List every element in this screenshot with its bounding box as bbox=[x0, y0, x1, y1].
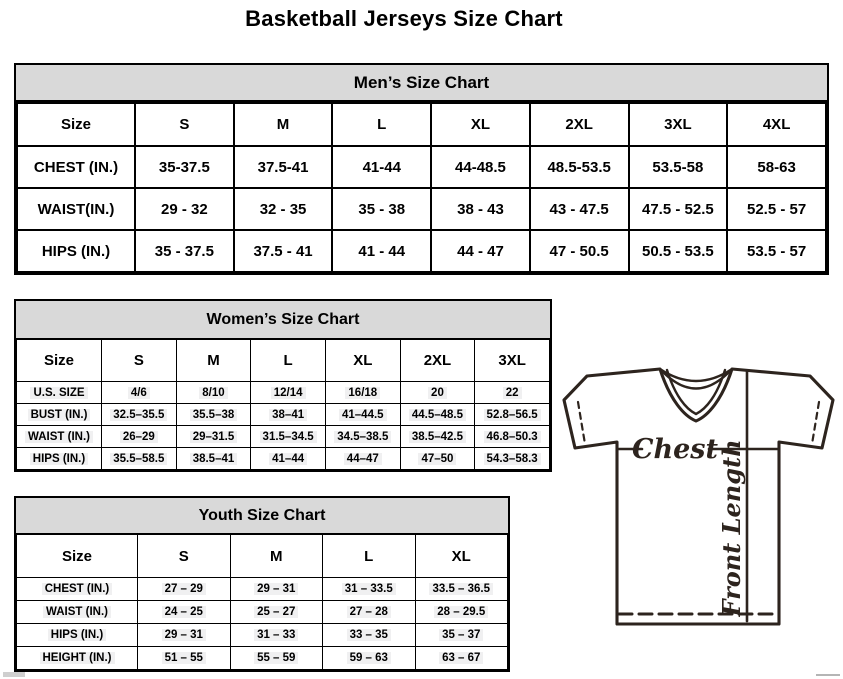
size-value-cell: 29 - 32 bbox=[135, 188, 234, 230]
size-value-cell: 8/10 bbox=[176, 382, 251, 404]
page-title: Basketball Jerseys Size Chart bbox=[245, 6, 563, 31]
size-value-cell: 33.5 – 36.5 bbox=[415, 578, 508, 601]
size-column-label: Size bbox=[17, 340, 102, 382]
size-header-row bbox=[17, 535, 508, 578]
size-value-cell: 47 - 50.5 bbox=[530, 230, 629, 272]
size-value-cell: 52.8–56.5 bbox=[475, 404, 550, 426]
size-value-cell: 53.5-58 bbox=[629, 146, 728, 188]
size-value-cell: 63 – 67 bbox=[415, 647, 508, 670]
measurement-row bbox=[17, 601, 508, 624]
size-value-cell: 44 - 47 bbox=[431, 230, 530, 272]
size-value-cell: 4/6 bbox=[102, 382, 177, 404]
size-value-cell: 25 – 27 bbox=[230, 601, 323, 624]
size-header-cell: L bbox=[251, 340, 326, 382]
size-header-cell: XL bbox=[415, 535, 508, 578]
size-value-cell: 37.5 - 41 bbox=[234, 230, 333, 272]
size-value-cell: 44-48.5 bbox=[431, 146, 530, 188]
size-value-cell: 54.3–58.3 bbox=[475, 448, 550, 470]
size-value-cell: 59 – 63 bbox=[323, 647, 416, 670]
measurement-row bbox=[17, 404, 550, 426]
mens-size-table bbox=[16, 102, 827, 273]
row-label: WAIST (IN.) bbox=[17, 426, 102, 448]
size-value-cell: 38.5–42.5 bbox=[400, 426, 475, 448]
front-length-label: Front Length bbox=[717, 439, 746, 617]
size-value-cell: 29 – 31 bbox=[230, 578, 323, 601]
womens-size-table bbox=[16, 339, 550, 470]
size-column-label: Size bbox=[17, 103, 135, 146]
jersey-measurement-diagram bbox=[557, 356, 840, 628]
row-label: BUST (IN.) bbox=[17, 404, 102, 426]
size-value-cell: 35 – 37 bbox=[415, 624, 508, 647]
size-value-cell: 38–41 bbox=[251, 404, 326, 426]
size-header-cell: XL bbox=[431, 103, 530, 146]
size-value-cell: 27 – 29 bbox=[138, 578, 231, 601]
size-header-cell: XL bbox=[325, 340, 400, 382]
size-value-cell: 38.5–41 bbox=[176, 448, 251, 470]
size-value-cell: 32 - 35 bbox=[234, 188, 333, 230]
jersey-outline bbox=[564, 369, 833, 624]
size-value-cell: 46.8–50.3 bbox=[475, 426, 550, 448]
size-header-cell: 3XL bbox=[629, 103, 728, 146]
youth-size-table bbox=[16, 534, 508, 670]
measurement-row bbox=[17, 448, 550, 470]
size-value-cell: 51 – 55 bbox=[138, 647, 231, 670]
size-value-cell: 47–50 bbox=[400, 448, 475, 470]
mens-size-chart-header: Men’s Size Chart bbox=[16, 65, 827, 102]
size-value-cell: 50.5 - 53.5 bbox=[629, 230, 728, 272]
size-header-cell: 2XL bbox=[530, 103, 629, 146]
size-header-cell: S bbox=[102, 340, 177, 382]
size-value-cell: 22 bbox=[475, 382, 550, 404]
size-value-cell: 33 – 35 bbox=[323, 624, 416, 647]
mens-size-chart-table bbox=[14, 63, 829, 275]
size-header-cell: M bbox=[234, 103, 333, 146]
row-label: HEIGHT (IN.) bbox=[17, 647, 138, 670]
size-header-cell: M bbox=[176, 340, 251, 382]
size-value-cell: 41 - 44 bbox=[332, 230, 431, 272]
corner-artifact-left bbox=[3, 672, 25, 677]
size-value-cell: 29–31.5 bbox=[176, 426, 251, 448]
size-value-cell: 27 – 28 bbox=[323, 601, 416, 624]
womens-size-chart-table bbox=[14, 299, 552, 472]
size-value-cell: 44–47 bbox=[325, 448, 400, 470]
size-value-cell: 26–29 bbox=[102, 426, 177, 448]
row-label: HIPS (IN.) bbox=[17, 448, 102, 470]
size-value-cell: 43 - 47.5 bbox=[530, 188, 629, 230]
size-value-cell: 29 – 31 bbox=[138, 624, 231, 647]
size-value-cell: 41-44 bbox=[332, 146, 431, 188]
measurement-row bbox=[17, 230, 826, 272]
row-label: WAIST (IN.) bbox=[17, 601, 138, 624]
measurement-row bbox=[17, 146, 826, 188]
size-value-cell: 53.5 - 57 bbox=[727, 230, 826, 272]
row-label: HIPS (IN.) bbox=[17, 230, 135, 272]
size-header-cell: 3XL bbox=[475, 340, 550, 382]
size-value-cell: 48.5-53.5 bbox=[530, 146, 629, 188]
size-header-cell: 4XL bbox=[727, 103, 826, 146]
size-header-cell: L bbox=[323, 535, 416, 578]
size-header-cell: S bbox=[138, 535, 231, 578]
size-value-cell: 31 – 33 bbox=[230, 624, 323, 647]
size-column-label: Size bbox=[17, 535, 138, 578]
measurement-row bbox=[17, 188, 826, 230]
chest-label: Chest bbox=[632, 434, 718, 465]
row-label: CHEST (IN.) bbox=[17, 146, 135, 188]
size-value-cell: 34.5–38.5 bbox=[325, 426, 400, 448]
size-value-cell: 35 - 38 bbox=[332, 188, 431, 230]
size-value-cell: 35 - 37.5 bbox=[135, 230, 234, 272]
size-value-cell: 28 – 29.5 bbox=[415, 601, 508, 624]
size-value-cell: 58-63 bbox=[727, 146, 826, 188]
row-label: CHEST (IN.) bbox=[17, 578, 138, 601]
measurement-row bbox=[17, 624, 508, 647]
size-header-cell: M bbox=[230, 535, 323, 578]
size-value-cell: 31.5–34.5 bbox=[251, 426, 326, 448]
size-value-cell: 16/18 bbox=[325, 382, 400, 404]
size-value-cell: 12/14 bbox=[251, 382, 326, 404]
size-value-cell: 20 bbox=[400, 382, 475, 404]
size-value-cell: 35-37.5 bbox=[135, 146, 234, 188]
youth-size-chart-table bbox=[14, 496, 510, 672]
size-value-cell: 41–44 bbox=[251, 448, 326, 470]
size-value-cell: 55 – 59 bbox=[230, 647, 323, 670]
measurement-row bbox=[17, 382, 550, 404]
size-value-cell: 47.5 - 52.5 bbox=[629, 188, 728, 230]
youth-size-chart-header: Youth Size Chart bbox=[16, 498, 508, 534]
row-label: U.S. SIZE bbox=[17, 382, 102, 404]
measurement-row bbox=[17, 647, 508, 670]
row-label: WAIST(IN.) bbox=[17, 188, 135, 230]
size-value-cell: 24 – 25 bbox=[138, 601, 231, 624]
size-header-cell: 2XL bbox=[400, 340, 475, 382]
size-header-cell: L bbox=[332, 103, 431, 146]
size-value-cell: 35.5–58.5 bbox=[102, 448, 177, 470]
size-value-cell: 37.5-41 bbox=[234, 146, 333, 188]
size-value-cell: 52.5 - 57 bbox=[727, 188, 826, 230]
measurement-row bbox=[17, 578, 508, 601]
size-value-cell: 44.5–48.5 bbox=[400, 404, 475, 426]
corner-artifact-right bbox=[816, 674, 840, 676]
size-value-cell: 41–44.5 bbox=[325, 404, 400, 426]
size-value-cell: 32.5–35.5 bbox=[102, 404, 177, 426]
size-value-cell: 31 – 33.5 bbox=[323, 578, 416, 601]
size-header-cell: S bbox=[135, 103, 234, 146]
size-header-row bbox=[17, 103, 826, 146]
row-label: HIPS (IN.) bbox=[17, 624, 138, 647]
measurement-row bbox=[17, 426, 550, 448]
size-value-cell: 38 - 43 bbox=[431, 188, 530, 230]
size-value-cell: 35.5–38 bbox=[176, 404, 251, 426]
size-header-row bbox=[17, 340, 550, 382]
womens-size-chart-header: Women’s Size Chart bbox=[16, 301, 550, 339]
